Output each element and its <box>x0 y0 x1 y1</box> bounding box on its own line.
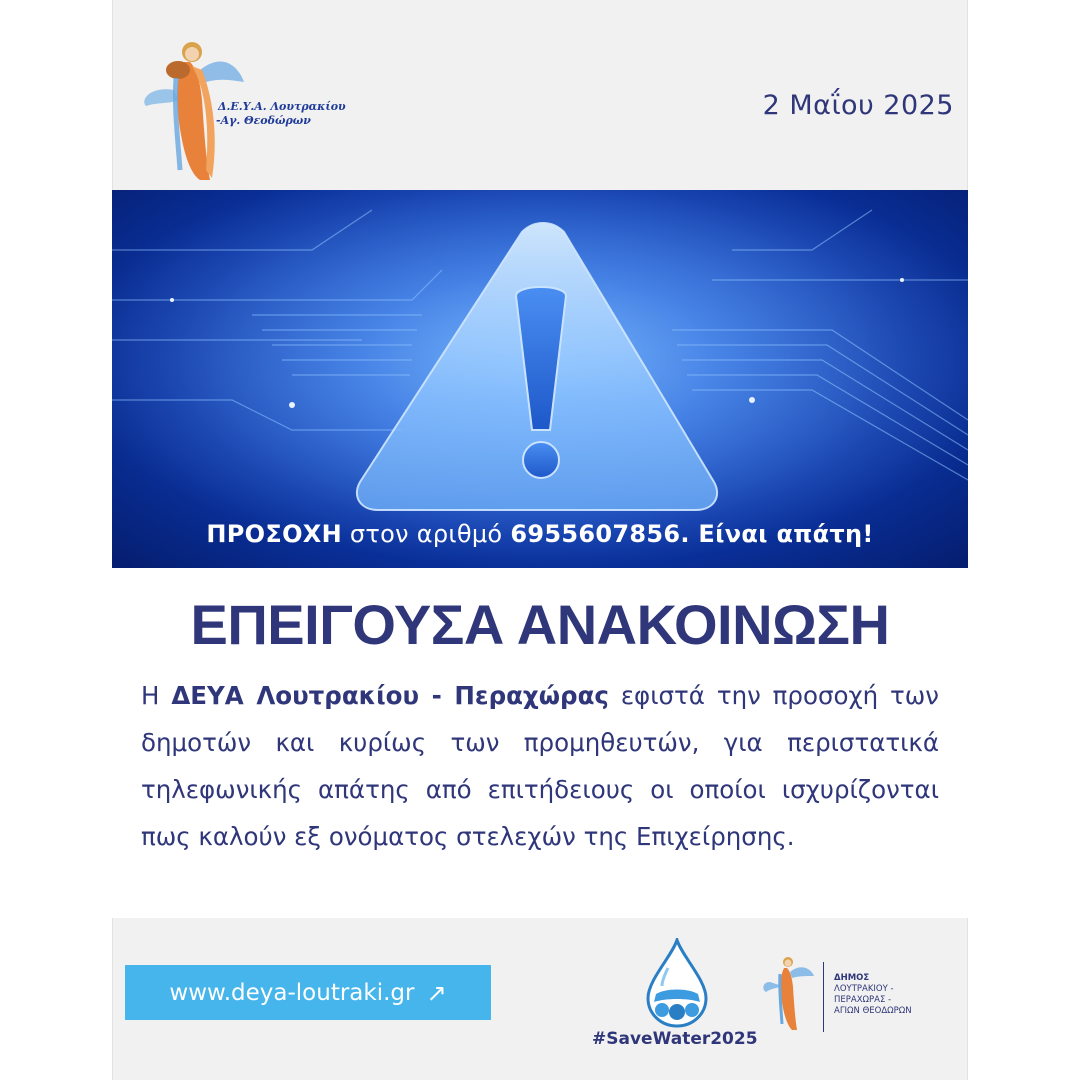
logo-text-line2: -Αγ. Θεοδώρων <box>216 114 311 127</box>
warning-middle: στον αριθμό <box>341 520 511 548</box>
municipality-logo <box>762 952 842 1032</box>
deya-logo <box>140 30 346 190</box>
logo-divider <box>823 962 824 1032</box>
warning-banner <box>112 190 968 568</box>
website-link-button[interactable] <box>125 965 491 1020</box>
muni-line1: ΔΗΜΟΣ <box>834 973 870 983</box>
headline: ΕΠΕΙΓΟΥΣΑ ΑΝΑΚΟΙΝΩΣΗ <box>190 593 890 656</box>
body-org-name: ΔΕΥΑ Λουτρακίου - Περαχώρας <box>171 681 609 710</box>
body-post: εφιστά την προσοχή των δημοτών και κυρίως των προμηθευτών, για περιστατικά τηλεφωνικής απάτης από επιτήδειους οι οποίοι ισχυρίζονται πως καλούν εξ ονόματος στελεχών της Επιχείρησης. <box>141 681 939 851</box>
muni-line4: ΑΓΙΩΝ ΘΕΟΔΩΡΩΝ <box>834 1006 912 1016</box>
post-date: 2 Μαΐου 2025 <box>762 90 954 121</box>
announcement-body <box>141 672 939 860</box>
scam-phone-number: 6955607856. <box>510 520 690 548</box>
municipality-figure-icon <box>762 952 842 1032</box>
warning-caption <box>0 520 1080 548</box>
muni-line3: ΠΕΡΑΧΩΡΑΣ - <box>834 995 892 1005</box>
hashtag: #SaveWater2025 <box>592 1029 758 1049</box>
muni-line2: ΛΟΥΤΡΑΚΙΟΥ - <box>834 984 894 994</box>
warning-suffix: Είναι απάτη! <box>689 520 874 548</box>
logo-text-line1: Δ.Ε.Υ.Α. Λουτρακίου <box>218 100 346 113</box>
external-link-icon: ↗ <box>426 978 447 1007</box>
website-url: www.deya-loutraki.gr <box>169 979 415 1006</box>
circuit-background <box>112 190 968 568</box>
body-pre: Η <box>141 681 172 710</box>
warning-prefix: ΠΡΟΣΟΧΗ <box>206 520 342 548</box>
water-drop-icon <box>644 938 710 1028</box>
municipality-name <box>834 973 912 1017</box>
